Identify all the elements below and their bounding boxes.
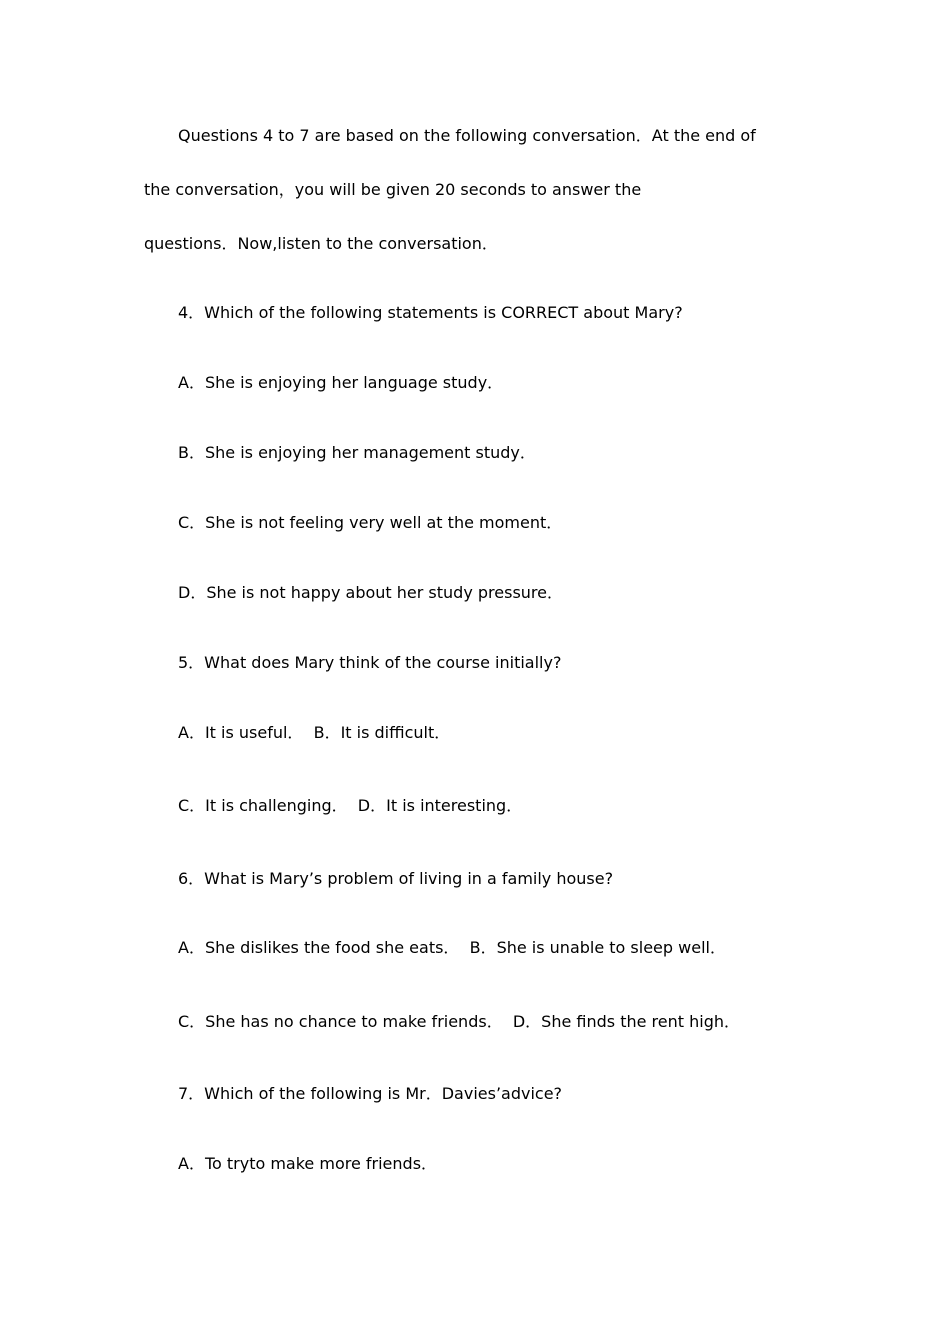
question-5-stem: 5．What does Mary think of the course initially? (178, 653, 562, 672)
question-4-option-d: D．She is not happy about her study pressure． (178, 583, 563, 602)
question-4-option-b: B．She is enjoying her management study． (178, 443, 536, 462)
question-7-option-a: A．To tryto make more friends． (178, 1154, 438, 1173)
question-4-option-a: A．She is enjoying her language study． (178, 373, 504, 392)
question-6-options-ab: A．She dislikes the food she eats． B．She is unable to sleep well． (178, 938, 726, 957)
question-6-stem: 6．What is Mary’s problem of living in a family house? (178, 869, 614, 888)
question-4-option-c: C．She is not feeling very well at the moment． (178, 513, 563, 532)
intro-line-1: Questions 4 to 7 are based on the following conversation．At the end of (178, 126, 756, 145)
intro-line-3: questions．Now,listen to the conversation． (144, 234, 498, 253)
intro-line-2: the conversation，you will be given 20 seconds to answer the (144, 180, 642, 199)
question-6-options-cd: C．She has no chance to make friends． D．She finds the rent high． (178, 1012, 740, 1031)
question-4-stem: 4．Which of the following statements is CORRECT about Mary? (178, 303, 683, 322)
question-5-options-ab: A．It is useful． B．It is difficult． (178, 723, 451, 742)
question-7-stem: 7．Which of the following is Mr．Davies’advice? (178, 1084, 563, 1103)
question-5-options-cd: C．It is challenging． D．It is interesting． (178, 796, 523, 815)
